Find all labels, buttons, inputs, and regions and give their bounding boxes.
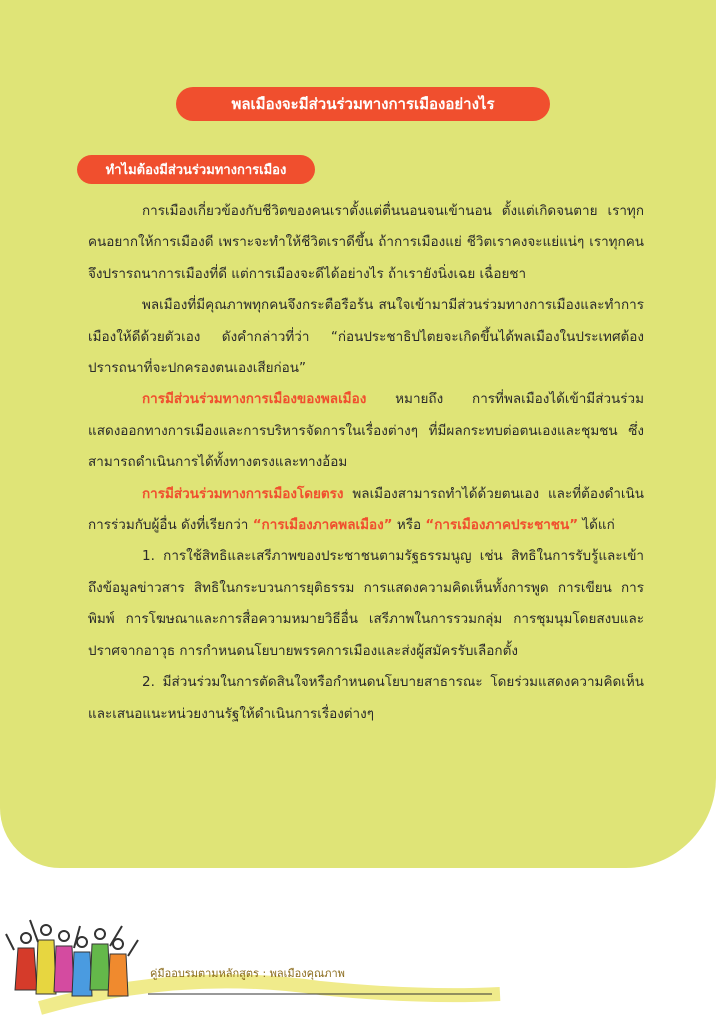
footer-graphic (0, 890, 716, 1024)
list-item-2: 2. มีส่วนร่วมในการตัดสินใจหรือกำหนดนโยบายสาธารณะ โดยร่วมแสดงความคิดเห็น และเสนอแนะหน่วยงานรัฐให้ดำเนินการเรื่องต่างๆ (88, 674, 644, 722)
paragraph-2: พลเมืองที่มีคุณภาพทุกคนจึงกระตือรือร้น สนใจเข้ามามีส่วนร่วมทางการเมืองและทำการเมืองให้ดีด้วยตัวเอง ดังคำกล่าวที่ว่า “ก่อนประชาธิปไตยจะเกิดขึ้นได้พลเมืองในประเทศต้องปรารถนาที่จะปกครองตนเองเสียก่อน” (88, 297, 644, 377)
footer (0, 890, 716, 1024)
highlight-term: การมีส่วนร่วมทางการเมืองของพลเมือง (142, 391, 367, 408)
section-heading: ทำไมต้องมีส่วนร่วมทางการเมือง (77, 155, 315, 184)
page-title: พลเมืองจะมีส่วนร่วมทางการเมืองอย่างไร (176, 87, 550, 121)
footer-caption: คู่มืออบรมตามหลักสูตร : พลเมืองคุณภาพ (150, 967, 345, 980)
highlight-quote: “การเมืองภาคพลเมือง” (252, 517, 393, 534)
paragraph-3 (88, 384, 644, 478)
highlight-term: การมีส่วนร่วมทางการเมืองโดยตรง (142, 485, 344, 502)
paragraph-text: หรือ (392, 517, 426, 534)
people-illustration-icon (6, 920, 138, 996)
body-text (88, 196, 644, 730)
paragraph-text: พลเมืองสามารถทำได้ด้วยตนเอง และที่ต้องดำเนินการร่วมกับผู้อื่น ดังที่เรียกว่า (88, 485, 644, 534)
paragraph-1: การเมืองเกี่ยวข้องกับชีวิตของคนเราตั้งแต่ตื่นนอนจนเข้านอน ตั้งแต่เกิดจนตาย เราทุกคนอยากให้การเมืองดี เพราะจะทำให้ชีวิตเราดีขึ้น ถ้าการเมืองแย่ ชีวิตเราคงจะแย่แน่ๆ เราทุกคนจึงปรารถนาการเมืองที่ดี แต่การเมืองจะดีได้อย่างไร ถ้าเรายังนิ่งเฉย เฉื่อยชา (88, 203, 644, 282)
highlight-quote: “การเมืองภาคประชาชน” (425, 517, 579, 534)
paragraph-text: หมายถึง การที่พลเมืองได้เข้ามีส่วนร่วมแสดงออกทางการเมืองและการบริหารจัดการในเรื่องต่างๆ ที่มีผลกระทบต่อตนเองและชุมชน ซึ่งสามารถดำเนินการได้ทั้งทางตรงและทางอ้อม (88, 391, 644, 471)
list-item-1: 1. การใช้สิทธิและเสรีภาพของประชาชนตามรัฐธรรมนูญ เช่น สิทธิในการรับรู้และเข้าถึงข้อมูลข่าวสาร สิทธิในกระบวนการยุติธรรม การแสดงความคิดเห็นทั้งการพูด การเขียน การพิมพ์ การโฆษณาและการสื่อความหมายวิธีอื่น เสรีภาพในการรวมกลุ่ม การชุมนุมโดยสงบและปราศจากอาวุธ การกำหนดนโยบายพรรคการเมืองและส่งผู้สมัครรับเลือกตั้ง (88, 548, 644, 659)
paragraph-text: ได้แก่ (578, 517, 615, 534)
paragraph-4 (88, 479, 644, 542)
